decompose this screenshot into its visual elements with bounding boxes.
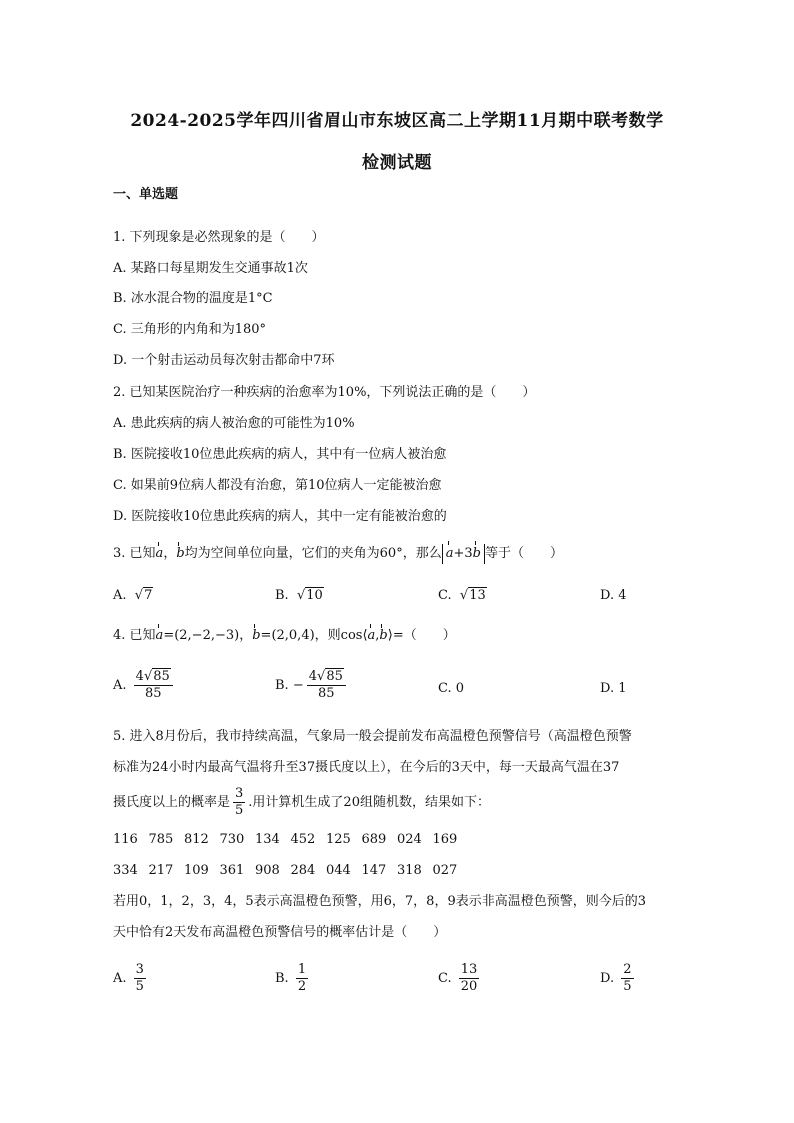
random-number: 169 bbox=[432, 832, 458, 847]
q4-option-b-numerator bbox=[307, 669, 346, 686]
q5-option-b bbox=[275, 962, 311, 995]
q3-stem-end: 等于（ ） bbox=[484, 546, 563, 561]
q5-random-row-2 bbox=[113, 862, 468, 880]
q1-option-d: D. 一个射击运动员每次射击都命中7环 bbox=[113, 353, 335, 368]
random-number: 452 bbox=[290, 832, 316, 847]
q5-option-d-label: D. bbox=[600, 971, 615, 986]
random-number: 284 bbox=[290, 863, 316, 878]
random-number: 134 bbox=[255, 832, 280, 847]
random-number: 361 bbox=[219, 863, 245, 878]
random-number: 785 bbox=[148, 832, 174, 847]
random-number: 116 bbox=[113, 832, 138, 847]
q3-option-c-radicand: 13 bbox=[469, 588, 486, 603]
q5-option-c-denominator: 20 bbox=[460, 979, 478, 994]
q2-option-d: D. 医院接收10位患此疾病的病人，其中一定有能被治愈的 bbox=[113, 509, 447, 524]
q3-vector-a: a bbox=[155, 546, 164, 561]
q5-line3 bbox=[113, 786, 490, 819]
q2-stem: 2. 已知某医院治疗一种疾病的治愈率为10%，下列说法正确的是（ ） bbox=[113, 385, 536, 400]
q4-option-b-sign: − bbox=[292, 678, 304, 693]
random-number: 147 bbox=[361, 863, 387, 878]
q5-line2: 标准为24小时内最高气温将升至37摄氏度以上），在今后的3天中，每一天最高气温在37 bbox=[113, 760, 620, 775]
q3-option-d: D. 4 bbox=[600, 588, 627, 603]
q5-line3-end: .用计算机生成了20组随机数，结果如下： bbox=[248, 795, 490, 810]
random-number: 730 bbox=[219, 832, 245, 847]
q3-option-c-label: C. bbox=[438, 588, 452, 603]
q5-probability-denominator: 5 bbox=[235, 803, 244, 818]
q5-option-c bbox=[438, 962, 482, 995]
q3-option-b-radicand: 10 bbox=[306, 588, 323, 603]
random-number: 125 bbox=[326, 832, 351, 847]
q5-random-row-1 bbox=[113, 831, 468, 849]
random-number: 812 bbox=[184, 832, 209, 847]
q4-option-a-fraction bbox=[134, 669, 173, 702]
q5-option-a bbox=[113, 962, 149, 995]
q4-inner-b: b bbox=[379, 628, 388, 643]
q3-stem bbox=[113, 544, 563, 564]
q5-option-b-denominator: 2 bbox=[297, 979, 307, 994]
q4-option-d: D. 1 bbox=[600, 681, 627, 696]
q4-option-a-coef: 4 bbox=[135, 669, 144, 684]
random-number: 334 bbox=[113, 863, 138, 878]
q4-option-b-sqrt: √85 bbox=[317, 669, 343, 684]
random-number: 044 bbox=[326, 863, 351, 878]
random-number: 109 bbox=[184, 863, 209, 878]
q2-option-a: A. 患此疾病的病人被治愈的可能性为10% bbox=[113, 416, 355, 431]
q3-option-b-sqrt: √10 bbox=[296, 588, 323, 603]
q1-option-b: B. 冰水混合物的温度是1°C bbox=[113, 291, 273, 306]
q2-option-c: C. 如果前9位病人都没有治愈，第10位病人一定能被治愈 bbox=[113, 478, 442, 493]
q1-option-c: C. 三角形的内角和为180° bbox=[113, 322, 267, 337]
q4-option-b-label: B. bbox=[275, 678, 289, 693]
q2-option-b: B. 医院接收10位患此疾病的病人，其中有一位病人被治愈 bbox=[113, 447, 447, 462]
q4-option-b bbox=[275, 669, 349, 702]
q5-option-a-label: A. bbox=[113, 971, 127, 986]
q4-vector-b: b bbox=[252, 628, 261, 643]
q4-option-a-numerator bbox=[134, 669, 173, 686]
q5-option-b-fraction bbox=[296, 962, 308, 995]
q4-stem-start: 4. 已知 bbox=[113, 628, 156, 643]
q5-option-a-fraction bbox=[134, 962, 146, 995]
exam-title-line2: 检测试题 bbox=[362, 153, 432, 173]
q4-option-a-sqrt: √85 bbox=[143, 669, 170, 684]
q3-option-c bbox=[438, 587, 487, 605]
q5-line1: 5. 进入8月份后，我市持续高温，气象局一般会提前发布高温橙色预警信号（高温橙色预警 bbox=[113, 729, 632, 744]
q3-separator: ， bbox=[163, 546, 177, 561]
q5-option-c-fraction bbox=[459, 962, 480, 995]
q4-option-b-radicand: 85 bbox=[326, 669, 343, 684]
q4-inner-a: a bbox=[367, 628, 376, 643]
q5-line5: 天中恰有2天发布高温橙色预警信号的概率估计是（ ） bbox=[113, 925, 447, 940]
q4-option-b-coef: 4 bbox=[308, 669, 318, 684]
q3-option-a bbox=[113, 587, 153, 605]
q5-option-d bbox=[600, 962, 637, 995]
q4-option-a-denominator: 85 bbox=[144, 686, 162, 701]
q5-line3-start: 摄氏度以上的概率是 bbox=[113, 795, 231, 810]
random-number: 908 bbox=[255, 863, 280, 878]
q4-value-b: =(2,0,4)，则cos⟨ bbox=[260, 628, 368, 643]
q4-option-b-fraction bbox=[307, 669, 346, 702]
random-number: 217 bbox=[148, 863, 174, 878]
q4-option-a-radicand: 85 bbox=[153, 669, 170, 684]
q4-option-a bbox=[113, 669, 176, 702]
q3-abs-expression bbox=[442, 544, 485, 564]
q5-option-b-numerator: 1 bbox=[297, 962, 307, 977]
exam-title-line1: 2024-2025学年四川省眉山市东坡区高二上学期11月期中联考数学 bbox=[130, 111, 664, 131]
random-number: 318 bbox=[397, 863, 422, 878]
q4-inner-sep: , bbox=[375, 628, 380, 643]
q5-option-c-numerator: 13 bbox=[460, 962, 478, 977]
q5-option-a-denominator: 5 bbox=[135, 979, 144, 994]
q5-option-d-fraction bbox=[621, 962, 633, 995]
q5-probability-fraction bbox=[233, 786, 245, 819]
q3-abs-vec-b: b bbox=[473, 544, 481, 564]
random-number: 024 bbox=[397, 832, 422, 847]
q5-option-b-label: B. bbox=[275, 971, 289, 986]
q1-stem: 1. 下列现象是必然现象的是（ ） bbox=[113, 230, 325, 245]
q5-line4: 若用0，1，2，3，4，5表示高温橙色预警，用6，7，8，9表示非高温橙色预警，则今后的3 bbox=[113, 894, 646, 909]
q3-option-b-label: B. bbox=[275, 588, 289, 603]
q3-vector-b: b bbox=[176, 546, 185, 561]
q3-option-a-sqrt: √7 bbox=[134, 588, 153, 603]
q5-option-d-numerator: 2 bbox=[623, 962, 632, 977]
q3-option-a-label: A. bbox=[113, 588, 127, 603]
q5-option-a-numerator: 3 bbox=[135, 962, 144, 977]
section-heading: 一、单选题 bbox=[113, 187, 179, 202]
q4-value-a: =(2,−2,−3)， bbox=[163, 628, 253, 643]
q4-option-c: C. 0 bbox=[438, 681, 465, 696]
random-number: 689 bbox=[361, 832, 387, 847]
q4-stem bbox=[113, 627, 456, 645]
q3-option-a-radicand: 7 bbox=[144, 588, 153, 603]
random-number: 027 bbox=[432, 863, 458, 878]
q4-stem-end: ⟩=（ ） bbox=[387, 628, 456, 643]
q3-abs-vec-a: a bbox=[446, 544, 454, 564]
q4-vector-a: a bbox=[155, 628, 164, 643]
q4-option-a-label: A. bbox=[113, 678, 127, 693]
q3-option-c-sqrt: √13 bbox=[459, 588, 486, 603]
q5-option-c-label: C. bbox=[438, 971, 452, 986]
q5-probability-numerator: 3 bbox=[235, 786, 244, 801]
q5-option-d-denominator: 5 bbox=[623, 979, 632, 994]
q3-option-b bbox=[275, 587, 324, 605]
q4-option-b-denominator: 85 bbox=[318, 686, 335, 701]
q3-stem-middle: 均为空间单位向量，它们的夹角为60°，那么 bbox=[184, 546, 442, 561]
q3-abs-mid: +3 bbox=[453, 546, 473, 561]
q3-stem-start: 3. 已知 bbox=[113, 546, 156, 561]
q1-option-a: A. 某路口每星期发生交通事故1次 bbox=[113, 261, 308, 276]
